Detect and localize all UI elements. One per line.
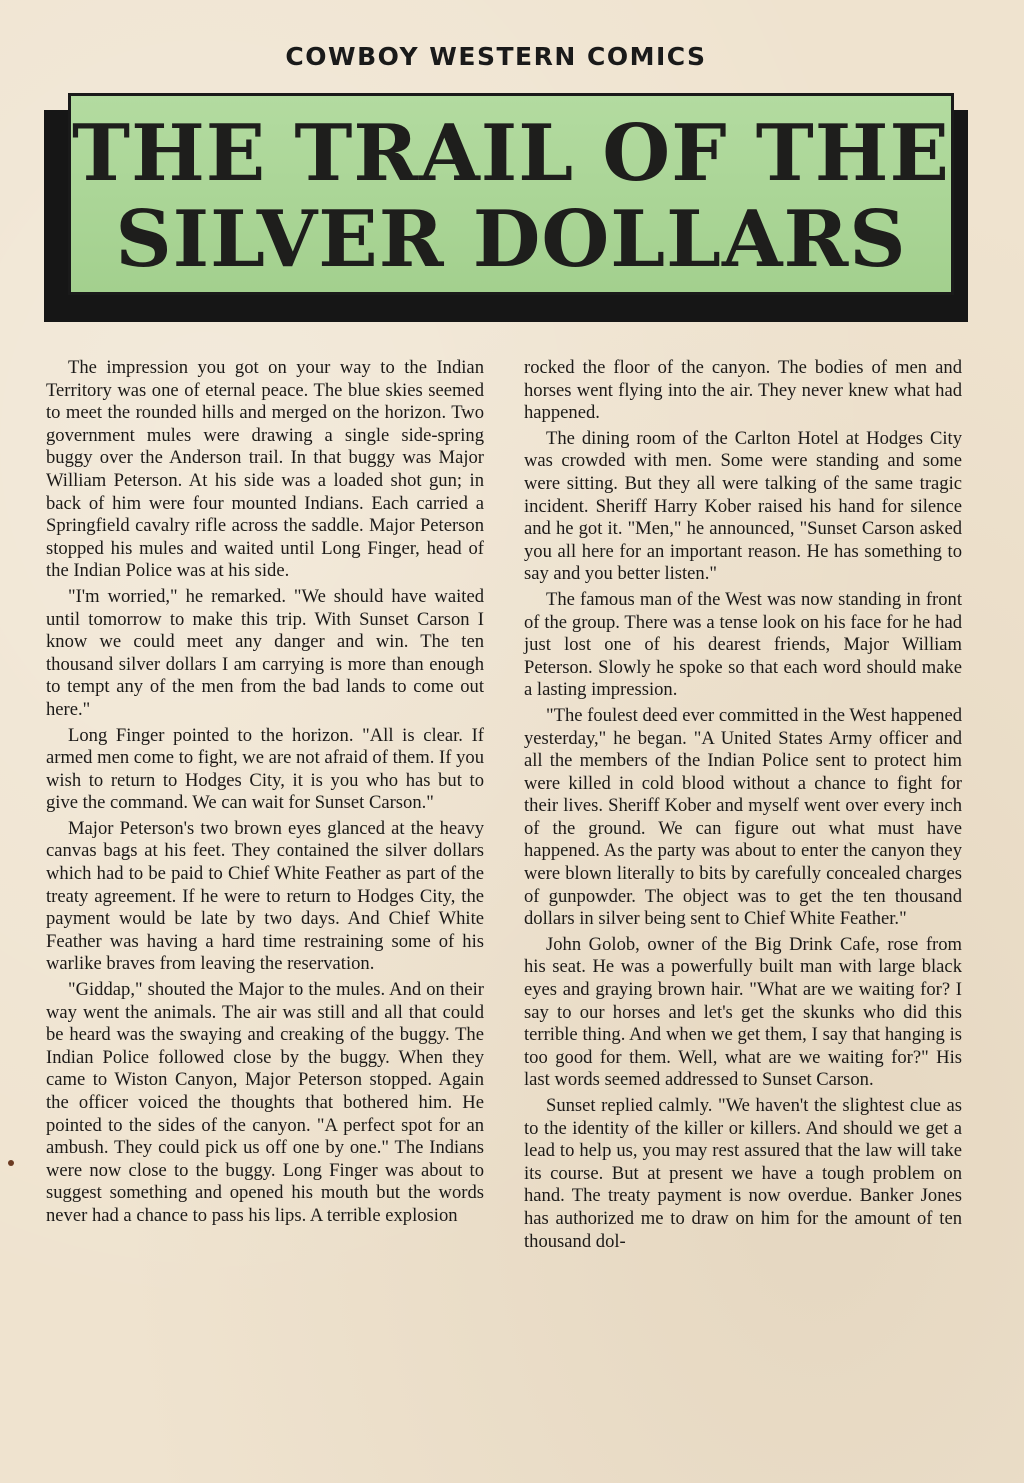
paper-speck: [8, 1160, 14, 1166]
story-paragraph: "The foulest deed ever committed in the West happened yesterday," he began. "A United States Army officer and all the members of the Indian Police sent to protect him were killed in cold blood without a chance to fight for their lives. Sheriff Kober and myself went over every inch of the ground. We can figure out what must have happened. As the party was about to enter the canyon they were blown literally to bits by carefully concealed charges of gunpowder. The object was to get the ten thousand dollars in silver being sent to Chief White Feather.": [524, 704, 962, 930]
story-paragraph: "Giddap," shouted the Major to the mules. And on their way went the animals. The air was still and all that could be heard was the swaying and creaking of the buggy. The Indian Police followed close by the buggy. When they came to Wiston Canyon, Major Peterson stopped. Again the officer voiced the thoughts that bothered him. He pointed to the sides of the canyon. "A perfect spot for an ambush. They could pick us off one by one." The Indians were now close to the buggy. Long Finger was about to suggest something and opened his mouth but the words never had a chance to pass his lips. A terrible explosion: [46, 979, 484, 1226]
story-paragraph: Long Finger pointed to the horizon. "All is clear. If armed men come to fight, we are not afraid of them. If you wish to return to Hodges City, it is you who has but to give the command. We can wait for Sunset Carson.": [46, 724, 484, 814]
story-paragraph: John Golob, owner of the Big Drink Cafe, rose from his seat. He was a powerfully built man with large black eyes and graying brown hair. "What are we waiting for? I say to our horses and let's get the skunks who did this terrible thing. And when we get them, I say that hanging is too good for them. Well, what are we waiting for?" His last words seemed addressed to Sunset Carson.: [524, 933, 962, 1091]
text-column-right: [524, 357, 962, 1256]
story-paragraph: Sunset replied calmly. "We haven't the slightest clue as to the identity of the killer or killers. And should we get a lead to help us, you may rest assured that the law will take its course. But at present we have a tough problem on hand. The treaty payment is now overdue. Banker Jones has authorized me to draw on him for the amount of ten thousand dol-: [524, 1095, 962, 1252]
series-header: COWBOY WESTERN COMICS: [285, 42, 707, 71]
story-paragraph: The famous man of the West was now standing in front of the group. There was a tense look on his face for he had just lost one of his dearest friends, Major William Peterson. Slowly he spoke so that each word should make a lasting impression.: [524, 588, 962, 701]
title-banner: [68, 93, 954, 295]
story-paragraph: Major Peterson's two brown eyes glanced at the heavy canvas bags at his feet. They contained the silver dollars which had to be paid to Chief White Feather as part of the treaty agreement. If he were to return to Hodges City, the payment would be late by two days. And Chief White Feather was having a hard time restraining some of his warlike braves from leaving the reservation.: [46, 817, 484, 975]
story-paragraph: The impression you got on your way to the Indian Territory was one of eternal peace. The blue skies seemed to meet the rounded hills and merged on the horizon. Two government mules were drawing a single side-spring buggy over the Anderson trail. In that buggy was Major William Peterson. At his side was a loaded shot gun; in back of him were four mounted Indians. Each carried a Springfield cavalry rifle across the saddle. Major Peterson stopped his mules and waited until Long Finger, head of the Indian Police was at his side.: [46, 357, 484, 582]
story-paragraph: "I'm worried," he remarked. "We should have waited until tomorrow to make this trip. With Sunset Carson I know we could meet any danger and win. The ten thousand silver dollars I am carrying is more than enough to tempt any of the men from the bad lands to come out here.": [46, 585, 484, 720]
story-title-line-1: THE TRAIL OF THE: [72, 108, 950, 199]
story-title-line-2: SILVER DOLLARS: [115, 194, 907, 285]
story-paragraph: The dining room of the Carlton Hotel at Hodges City was crowded with men. Some were standing and some were sitting. But they all were talking of the same tragic incident. Sheriff Harry Kober raised his hand for silence and he got it. "Men," he announced, "Sunset Carson asked you all here for an important reason. He has something to say and you better listen.": [524, 427, 962, 585]
story-paragraph: rocked the floor of the canyon. The bodies of men and horses went flying into the air. They never knew what had happened.: [524, 357, 962, 424]
text-column-left: [46, 357, 484, 1231]
